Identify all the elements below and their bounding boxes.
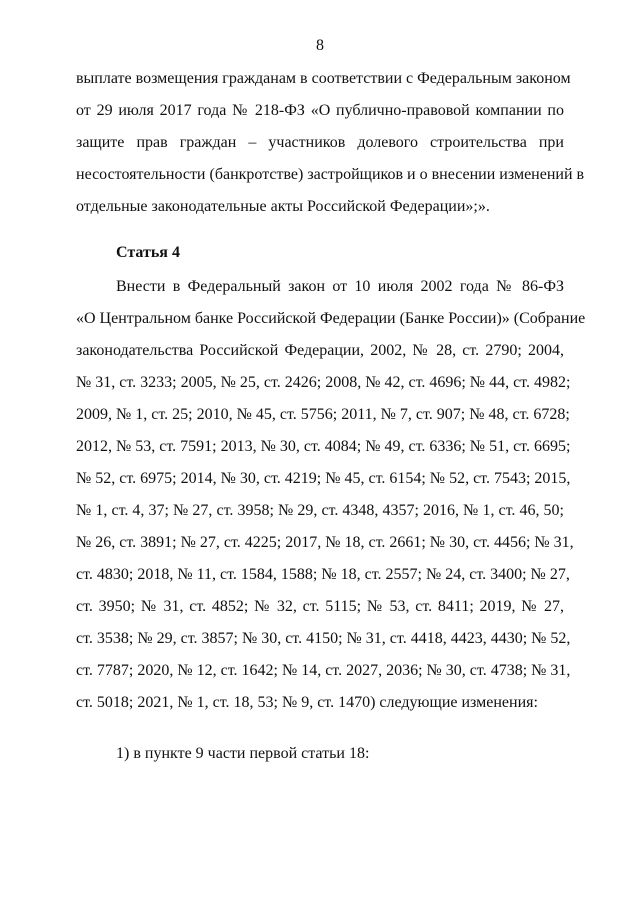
paragraph-line: 2012, № 53, ст. 7591; 2013, № 30, ст. 4084; № 49, ст. 6336; № 51, ст. 6695; — [76, 438, 571, 455]
paragraph-line: № 1, ст. 4, 37; № 27, ст. 3958; № 29, ст. 4348, 4357; 2016, № 1, ст. 46, 50; — [76, 502, 564, 519]
page-number: 8 — [316, 37, 324, 54]
paragraph-line: 2009, № 1, ст. 25; 2010, № 45, ст. 5756; 2011, № 7, ст. 907; № 48, ст. 6728; — [76, 406, 570, 423]
paragraph-line: «О Центральном банке Российской Федерации (Банке России)» (Собрание — [76, 310, 586, 327]
paragraph-line: ст. 4830; 2018, № 11, ст. 1584, 1588; № 18, ст. 2557; № 24, ст. 3400; № 27, — [76, 566, 570, 583]
paragraph-line: выплате возмещения гражданам в соответствии с Федеральным законом — [76, 70, 571, 87]
paragraph-line: законодательства Российской Федерации, 2002, № 28, ст. 2790; 2004, — [76, 342, 564, 359]
paragraph-line: ст. 7787; 2020, № 12, ст. 1642; № 14, ст. 2027, 2036; № 30, ст. 4738; № 31, — [76, 662, 571, 679]
article-heading: Статья 4 — [116, 244, 180, 261]
continuation-paragraph — [76, 63, 585, 223]
paragraph-line: ст. 3950; № 31, ст. 4852; № 32, ст. 5115; № 53, ст. 8411; 2019, № 27, — [76, 598, 564, 615]
paragraph-line: отдельные законодательные акты Российской Федерации»;». — [76, 198, 490, 215]
list-item: 1) в пункте 9 части первой статьи 18: — [116, 745, 370, 762]
paragraph-line: № 52, ст. 6975; 2014, № 30, ст. 4219; № 45, ст. 6154; № 52, ст. 7543; 2015, — [76, 470, 571, 487]
paragraph-line: ст. 3538; № 29, ст. 3857; № 30, ст. 4150; № 31, ст. 4418, 4423, 4430; № 52, — [76, 630, 571, 647]
paragraph-line: защите прав граждан – участников долевого строительства при — [76, 134, 564, 151]
paragraph-line: несостоятельности (банкротстве) застройщиков и о внесении изменений в — [76, 166, 585, 183]
paragraph-line: № 26, ст. 3891; № 27, ст. 4225; 2017, № 18, ст. 2661; № 30, ст. 4456; № 31, — [76, 534, 574, 551]
paragraph-line: № 31, ст. 3233; 2005, № 25, ст. 2426; 2008, № 42, ст. 4696; № 44, ст. 4982; — [76, 374, 571, 391]
paragraph-line: ст. 5018; 2021, № 1, ст. 18, 53; № 9, ст. 1470) следующие изменения: — [76, 694, 538, 711]
amendment-paragraph — [76, 271, 586, 719]
paragraph-line: от 29 июля 2017 года № 218-ФЗ «О публично-правовой компании по — [76, 102, 564, 119]
paragraph-line: Внести в Федеральный закон от 10 июля 2002 года № 86-ФЗ — [116, 278, 564, 295]
